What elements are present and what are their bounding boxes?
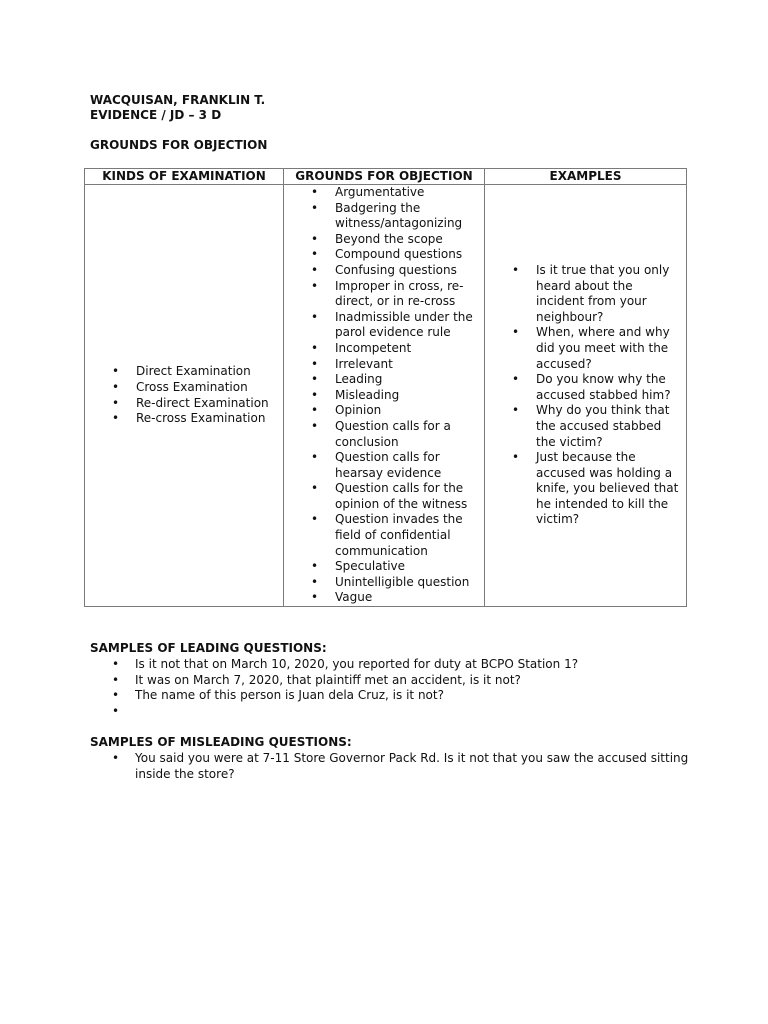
list-item: • Do you know why the accused stabbed him? — [485, 372, 686, 403]
list-item: • Inadmissible under the parol evidence rule — [284, 310, 484, 341]
list-item: • When, where and why did you meet with the accused? — [485, 325, 686, 372]
leading-heading: SAMPLES OF LEADING QUESTIONS: — [90, 641, 327, 655]
list-item — [90, 704, 578, 720]
list-item: • Question calls for a conclusion — [284, 419, 484, 450]
list-item: • Confusing questions — [284, 263, 484, 279]
table-row — [85, 185, 687, 607]
list-item: • Why do you think that the accused stabbed the victim? — [485, 403, 686, 450]
header-kinds: KINDS OF EXAMINATION — [85, 169, 284, 185]
list-item: • Question calls for hearsay evidence — [284, 450, 484, 481]
objection-table — [84, 168, 687, 607]
misleading-list — [90, 751, 690, 782]
kinds-cell — [85, 185, 284, 607]
table-header-row — [85, 169, 687, 185]
list-item: • Direct Examination — [85, 364, 283, 380]
list-item: • Misleading — [284, 388, 484, 404]
leading-list — [90, 657, 578, 719]
grounds-cell — [284, 185, 485, 607]
examples-list — [485, 263, 686, 528]
list-item: • Incompetent — [284, 341, 484, 357]
list-item: • The name of this person is Juan dela Cruz, is it not? — [90, 688, 578, 704]
student-name: WACQUISAN, FRANKLIN T. — [90, 93, 266, 107]
list-item: • Cross Examination — [85, 380, 283, 396]
list-item: • Irrelevant — [284, 357, 484, 373]
document-title: GROUNDS FOR OBJECTION — [90, 138, 268, 152]
list-item: • You said you were at 7-11 Store Governor Pack Rd. Is it not that you saw the accused sitting inside the store? — [90, 751, 690, 782]
list-item: • Is it true that you only heard about the incident from your neighbour? — [485, 263, 686, 325]
list-item: • Unintelligible question — [284, 575, 484, 591]
list-item: • Just because the accused was holding a knife, you believed that he intended to kill the victim? — [485, 450, 686, 528]
list-item: • Leading — [284, 372, 484, 388]
list-item: • Beyond the scope — [284, 232, 484, 248]
kinds-list — [85, 364, 283, 426]
list-item: • Badgering the witness/antagonizing — [284, 201, 484, 232]
list-item: • Argumentative — [284, 185, 484, 201]
list-item: • Re-cross Examination — [85, 411, 283, 427]
list-item: • Opinion — [284, 403, 484, 419]
list-item: • Re-direct Examination — [85, 396, 283, 412]
examples-cell — [485, 185, 687, 607]
list-item: • Compound questions — [284, 247, 484, 263]
list-item: • It was on March 7, 2020, that plaintiff met an accident, is it not? — [90, 673, 578, 689]
misleading-heading: SAMPLES OF MISLEADING QUESTIONS: — [90, 735, 352, 749]
header-grounds: GROUNDS FOR OBJECTION — [284, 169, 485, 185]
list-item: • Speculative — [284, 559, 484, 575]
list-item: • Vague — [284, 590, 484, 606]
list-item: • Improper in cross, re-direct, or in re-cross — [284, 279, 484, 310]
course-line: EVIDENCE / JD – 3 D — [90, 108, 222, 122]
list-item: • Is it not that on March 10, 2020, you reported for duty at BCPO Station 1? — [90, 657, 578, 673]
list-item: • Question calls for the opinion of the witness — [284, 481, 484, 512]
list-item: • Question invades the field of confidential communication — [284, 512, 484, 559]
grounds-list — [284, 185, 484, 606]
header-examples: EXAMPLES — [485, 169, 687, 185]
